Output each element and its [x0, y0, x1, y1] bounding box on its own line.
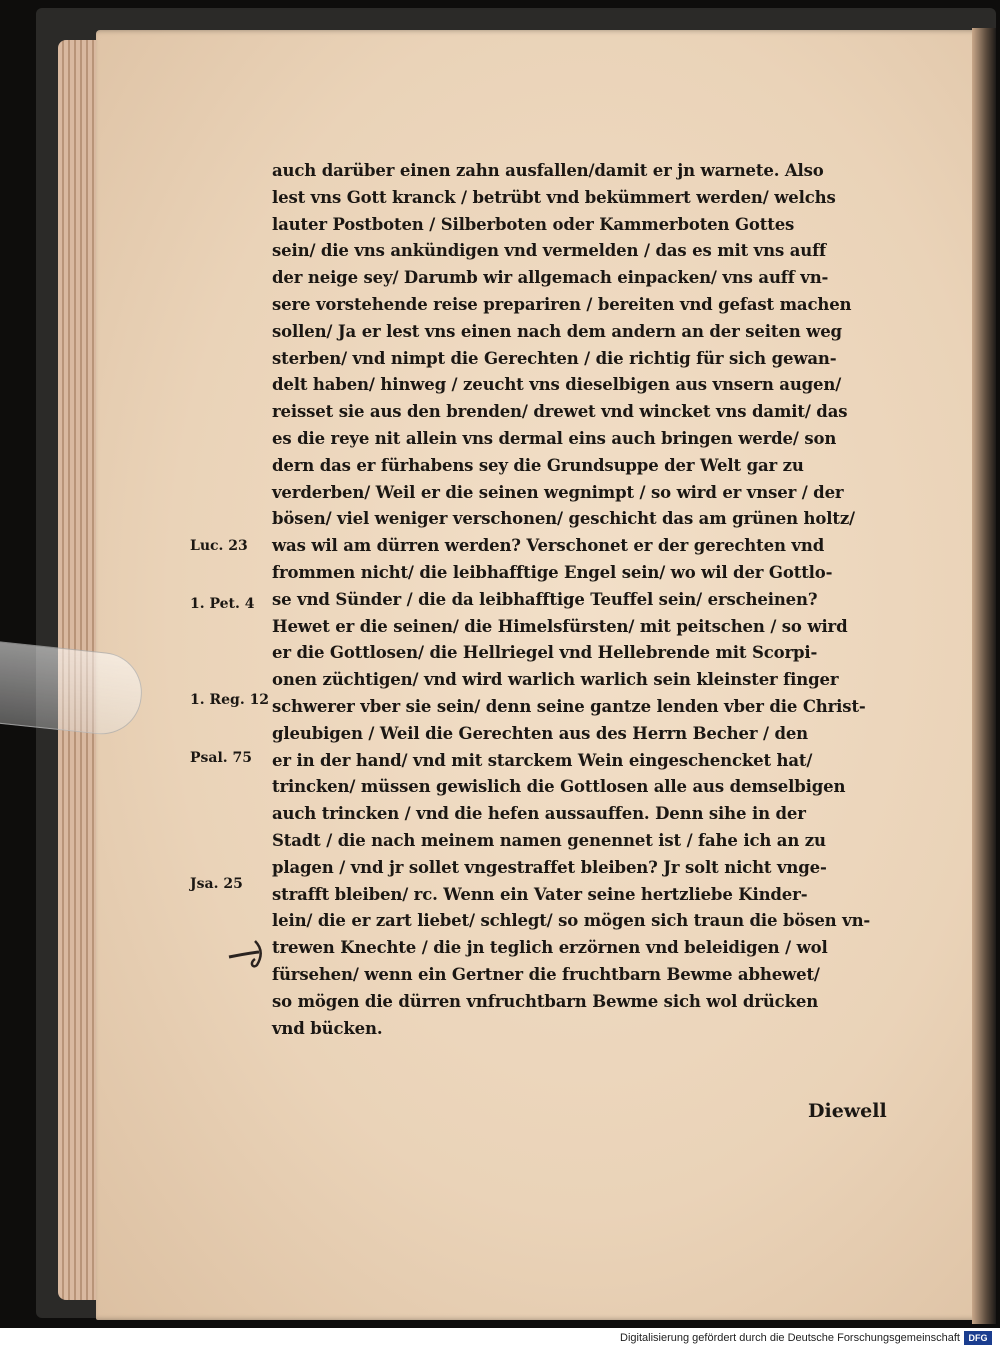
- text-line: sein/ die vns ankündigen vnd vermelden / das es mit vns auff: [272, 241, 826, 261]
- catchword: Diewell: [808, 1100, 887, 1122]
- text-line: verderben/ Weil er die seinen wegnimpt / so wird er vnser / der: [272, 482, 844, 502]
- book-gutter: [972, 28, 996, 1324]
- text-line: der neige sey/ Darumb wir allgemach einpacken/ vns auff vn-: [272, 268, 829, 288]
- marginal-note-luc: Luc. 23: [190, 538, 248, 554]
- text-line: se vnd Sünder / die da leibhafftige Teuffel sein/ erscheinen?: [272, 589, 818, 609]
- text-line: plagen / vnd jr sollet vngestraffet bleiben? Jr solt nicht vnge-: [272, 857, 827, 877]
- marginal-note-psal: Psal. 75: [190, 750, 253, 766]
- handwritten-ink-mark: [225, 935, 275, 975]
- dfg-logo: DFG: [964, 1331, 992, 1345]
- text-line: reisset sie aus den brenden/ drewet vnd wincket vns damit/ das: [272, 402, 848, 422]
- text-line: auch darüber einen zahn ausfallen/damit er jn warnete. Also: [272, 161, 824, 180]
- marginal-note-reg: 1. Reg. 12: [190, 692, 270, 708]
- text-line: fürsehen/ wenn ein Gertner die fruchtbarn Bewme abhewet/: [272, 964, 820, 984]
- text-line: frommen nicht/ die leibhafftige Engel sein/ wo wil der Gottlo-: [272, 562, 833, 582]
- funding-notice: Digitalisierung gefördert durch die Deutsche Forschungsgemeinschaft: [620, 1332, 960, 1344]
- text-line: trewen Knechte / die jn teglich erzörnen vnd beleidigen / wol: [272, 938, 828, 958]
- text-line: bösen/ viel weniger verschonen/ geschicht das am grünen holtz/: [272, 509, 855, 529]
- text-line: lauter Postboten / Silberboten oder Kammerboten Gottes: [272, 214, 795, 234]
- text-line: er in der hand/ vnd mit starckem Wein eingeschencket hat/: [272, 750, 813, 770]
- text-line: lein/ die er zart liebet/ schlegt/ so mögen sich traun die bösen vn-: [272, 911, 871, 931]
- text-line: es die reye nit allein vns dermal eins auch bringen werde/ son: [272, 428, 837, 448]
- text-line: onen züchtigen/ vnd wird warlich warlich sein kleinster finger: [272, 670, 839, 690]
- text-line: er die Gottlosen/ die Hellriegel vnd Hellebrende mit Scorpi-: [272, 643, 818, 663]
- text-line: gleubigen / Weil die Gerechten aus des Herrn Becher / den: [272, 723, 809, 743]
- text-line: delt haben/ hinweg / zeucht vns dieselbigen aus vnsern augen/: [272, 375, 842, 395]
- text-line: so mögen die dürren vnfruchtbarn Bewme sich wol drücken: [272, 991, 819, 1011]
- text-line: sterben/ vnd nimpt die Gerechten / die richtig für sich gewan-: [272, 348, 837, 368]
- text-line: schwerer vber sie sein/ denn seine gantze lenden vber die Christ-: [272, 696, 866, 716]
- text-line: strafft bleiben/ rc. Wenn ein Vater seine hertzliebe Kinder-: [272, 884, 808, 904]
- text-line: was wil am dürren werden? Verschonet er der gerechten vnd: [272, 536, 825, 556]
- footer-bar: [0, 1328, 1000, 1350]
- text-line: trincken/ müssen gewislich die Gottlosen alle aus demselbigen: [272, 777, 846, 797]
- main-text-block: [272, 158, 912, 1042]
- marginal-note-isa: Jsa. 25: [190, 876, 243, 892]
- text-line: Hewet er die seinen/ die Himelsfürsten/ mit peitschen / so wird: [272, 616, 848, 636]
- text-line: sollen/ Ja er lest vns einen nach dem andern an der seiten weg: [272, 321, 842, 341]
- text-line: Stadt / die nach meinem namen genennet ist / fahe ich an zu: [272, 830, 826, 850]
- text-line: auch trincken / vnd die hefen aussauffen. Denn sihe in der: [272, 804, 806, 824]
- text-line: lest vns Gott kranck / betrübt vnd bekümmert werden/ welchs: [272, 187, 836, 207]
- text-line: dern das er fürhabens sey die Grundsuppe der Welt gar zu: [272, 455, 804, 475]
- marginal-note-pet: 1. Pet. 4: [190, 596, 255, 612]
- text-line: sere vorstehende reise prepariren / bereiten vnd gefast machen: [272, 294, 852, 314]
- text-line: vnd bücken.: [272, 1018, 383, 1038]
